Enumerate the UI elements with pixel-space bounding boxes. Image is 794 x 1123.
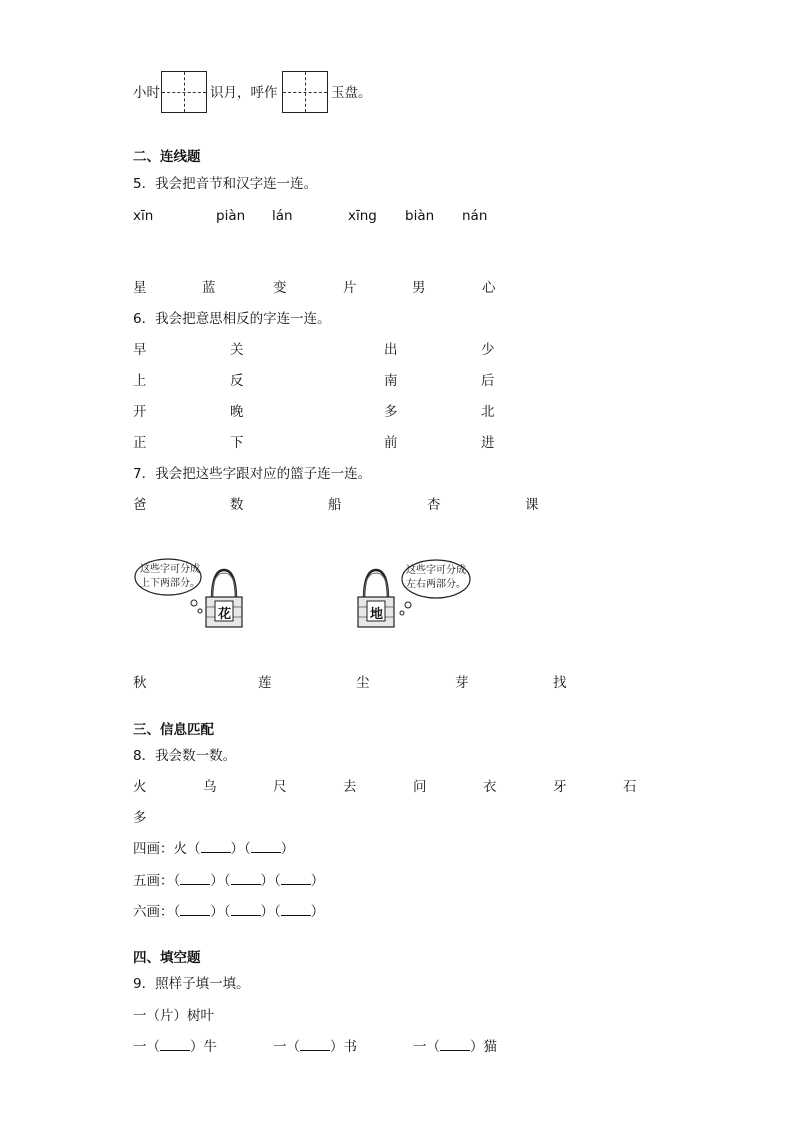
q7-prompt: 7．我会把这些字跟对应的篮子连一连。 [133,466,372,482]
q7-char[interactable]: 爸 [133,497,147,513]
q8-char: 乌 [203,779,217,795]
q9-item-2 [273,1035,357,1055]
basket-char: 地 [370,607,384,622]
char-item[interactable]: 星 [133,280,147,296]
tianzige-box-2[interactable] [282,71,328,113]
answer-blank[interactable] [231,872,261,885]
q6-char[interactable]: 北 [481,404,495,420]
answer-blank[interactable] [160,1038,190,1051]
q6-char[interactable]: 晚 [230,404,244,420]
answer-blank[interactable] [281,903,311,916]
q8-row-six-strokes: 六画：（ ）（ ）（ ） [133,904,325,920]
q6-char[interactable]: 开 [133,404,147,420]
q9-item-1 [133,1035,217,1055]
q7-char[interactable]: 莲 [258,675,272,691]
answer-blank[interactable] [231,903,261,916]
q6-char[interactable]: 后 [481,373,495,389]
q6-char[interactable]: 关 [230,342,244,358]
q4-text-2: 识月，呼作 [210,85,278,101]
row-label: 六画： [133,904,174,920]
q8-row-four-strokes: 四画：火（ ）（ ） [133,841,295,857]
q8-char: 牙 [553,779,567,795]
q7-char[interactable]: 尘 [356,675,370,691]
q7-char[interactable]: 课 [525,497,539,513]
answer-blank[interactable] [300,1038,330,1051]
q7-char[interactable]: 数 [230,497,244,513]
answer-blank[interactable] [281,872,311,885]
char-item[interactable]: 心 [482,280,496,296]
basket-top-bottom[interactable] [132,555,244,633]
q9-pre: 一（ [413,1039,440,1055]
q9-pre: 一（ [133,1039,160,1055]
q8-char: 火 [133,779,147,795]
q6-prompt: 6．我会把意思相反的字连一连。 [133,311,331,327]
bubble-text-line2: 上下两部分。 [140,578,200,589]
bubble-text-line2: 左右两部分。 [406,579,466,590]
q8-char: 尺 [273,779,287,795]
pinyin-item[interactable]: lán [272,208,293,224]
char-item[interactable]: 男 [412,280,426,296]
answer-blank[interactable] [180,903,210,916]
tianzige-box-1[interactable] [161,71,207,113]
q9-pre: 一（ [273,1039,300,1055]
q9-prompt: 9．照样子填一填。 [133,976,250,992]
q6-char[interactable]: 前 [384,435,398,451]
q7-char[interactable]: 秋 [133,675,147,691]
answer-blank[interactable] [201,840,231,853]
q6-char[interactable]: 上 [133,373,147,389]
example-char: 火 [173,841,187,857]
char-item[interactable]: 蓝 [202,280,216,296]
bubble-text-line1: 这些字可分成 [140,564,200,575]
q8-prompt: 8．我会数一数。 [133,748,237,764]
pinyin-item[interactable]: piàn [216,208,246,224]
q9-post: ）书 [330,1039,357,1055]
q8-char: 多 [133,810,147,826]
pinyin-item[interactable]: xīn [133,208,154,224]
q6-char[interactable]: 出 [384,342,398,358]
q9-example: 一（片）树叶 [133,1008,214,1024]
q9-post: ）猫 [470,1039,497,1055]
q5-prompt: 5．我会把音节和汉字连一连。 [133,176,318,192]
pinyin-item[interactable]: nán [462,208,488,224]
q8-char: 衣 [483,779,497,795]
answer-blank[interactable] [440,1038,470,1051]
q6-char[interactable]: 反 [230,373,244,389]
char-item[interactable]: 片 [343,280,357,296]
q9-item-3 [413,1035,497,1055]
q6-char[interactable]: 少 [481,342,495,358]
q4-text-3: 玉盘。 [331,85,372,101]
q6-char[interactable]: 多 [384,404,398,420]
q7-char[interactable]: 船 [328,497,342,513]
section-heading-matching: 二、连线题 [133,149,201,165]
q7-char[interactable]: 杏 [427,497,441,513]
basket-char: 花 [218,607,232,622]
q9-post: ）牛 [190,1039,217,1055]
pinyin-item[interactable]: xīng [348,208,377,224]
char-item[interactable]: 变 [273,280,287,296]
q7-char[interactable]: 芽 [455,675,469,691]
row-label: 五画： [133,873,174,889]
q6-char[interactable]: 进 [481,435,495,451]
q7-char[interactable]: 找 [553,675,567,691]
row-label: 四画： [133,841,174,857]
answer-blank[interactable] [180,872,210,885]
q6-char[interactable]: 正 [133,435,147,451]
q8-row-five-strokes: 五画：（ ）（ ）（ ） [133,873,325,889]
section-heading-info-match: 三、信息匹配 [133,722,214,738]
q6-char[interactable]: 早 [133,342,147,358]
pinyin-item[interactable]: biàn [405,208,435,224]
q6-char[interactable]: 南 [384,373,398,389]
q8-char: 石 [623,779,637,795]
q4-text-1: 小时 [133,85,160,101]
answer-blank[interactable] [251,840,281,853]
q8-char: 去 [343,779,357,795]
q8-char: 问 [413,779,427,795]
basket-left-right[interactable] [356,555,472,633]
bubble-text-line1: 这些字可分成 [406,565,466,576]
q6-char[interactable]: 下 [230,435,244,451]
section-heading-fill-blank: 四、填空题 [133,950,201,966]
